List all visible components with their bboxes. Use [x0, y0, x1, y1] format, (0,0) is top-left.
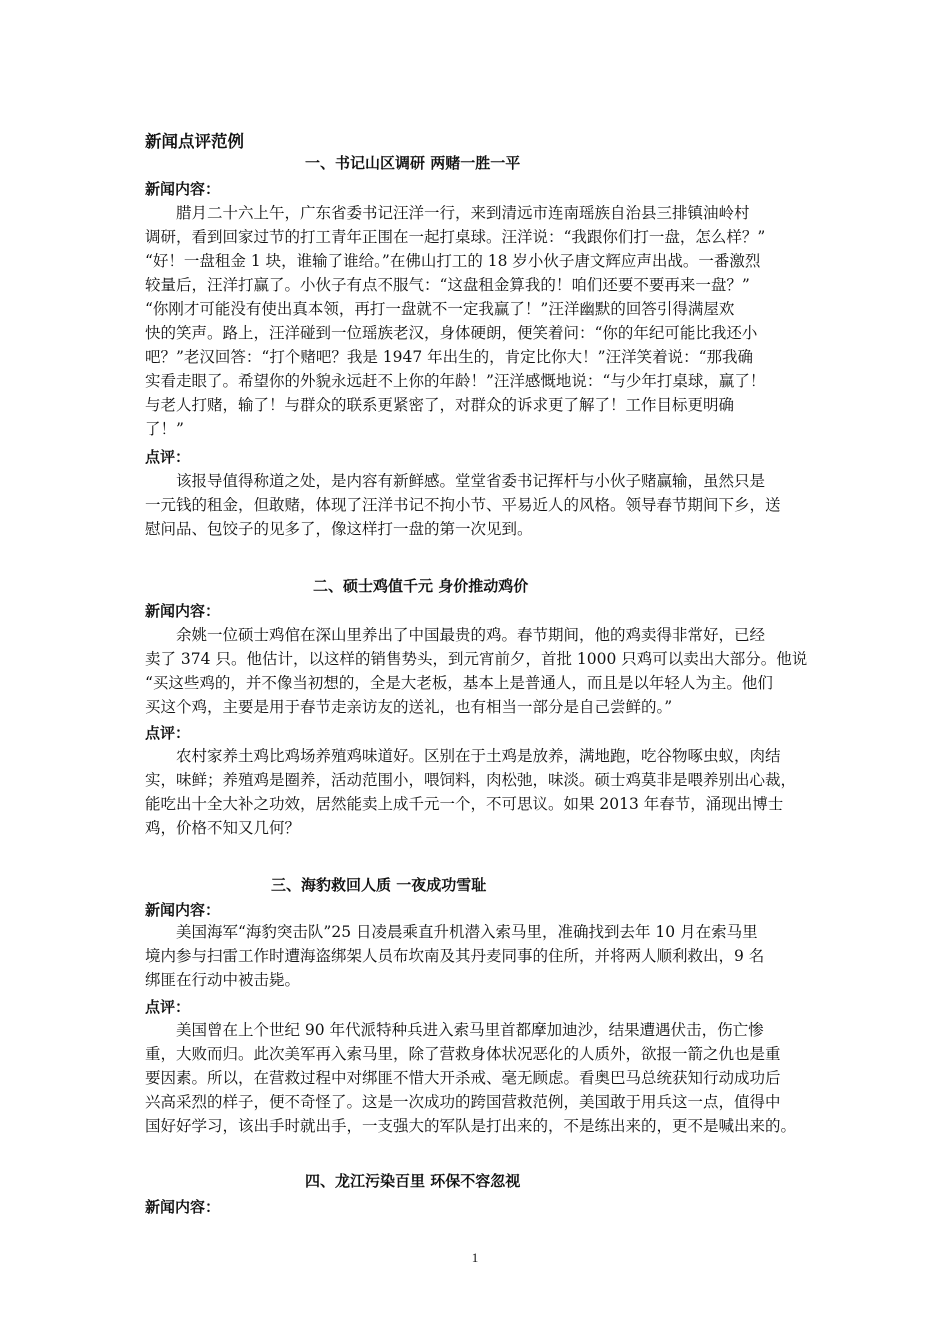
section-1-content-line: 与老人打赌，输了！与群众的联系更紧密了，对群众的诉求更了解了！工作目标更明确	[145, 396, 735, 414]
section-3-comment-line: 兴高采烈的样子，便不奇怪了。这是一次成功的跨国营救范例，美国敢于用兵这一点，值得中	[145, 1093, 781, 1111]
section-3-comment-line: 国好好学习，该出手时就出手，一支强大的军队是打出来的，不是练出来的，更不是喊出来的。	[145, 1117, 797, 1135]
section-1-content-line: 腊月二十六上午，广东省委书记汪洋一行，来到清远市连南瑶族自治县三排镇油岭村	[145, 204, 750, 222]
section-2-content-label: 新闻内容：	[145, 602, 221, 620]
section-3-content-line: 境内参与扫雷工作时遭海盗绑架人员布坎南及其丹麦同事的住所，并将两人顺利救出，9 名	[145, 947, 765, 965]
section-2-content-line: 卖了 374 只。他估计，以这样的销售势头，到元宵前夕，首批 1000 只鸡可以卖出大部分。他说	[145, 650, 808, 668]
section-3-comment-line: 要因素。所以，在营救过程中对绑匪不惜大开杀戒、毫无顾虑。看奥巴马总统获知行动成功后	[145, 1069, 781, 1087]
section-2-content-line: 余姚一位硕士鸡倌在深山里养出了中国最贵的鸡。春节期间，他的鸡卖得非常好，已经	[145, 626, 766, 644]
section-2-content-line: 买这个鸡，主要是用于春节走亲访友的送礼，也有相当一部分是自己尝鲜的。”	[145, 698, 673, 716]
section-3-comment-line: 重，大败而归。此次美军再入索马里，除了营救身体状况恶化的人质外，欲报一箭之仇也是重	[145, 1045, 781, 1063]
section-1-content-line: 实看走眼了。希望你的外貌永远赶不上你的年龄！”汪洋感慨地说：“与少年打桌球，赢了！	[145, 372, 766, 390]
section-3-content-label: 新闻内容：	[145, 901, 221, 919]
section-1-comment-line: 该报导值得称道之处，是内容有新鲜感。堂堂省委书记挥杆与小伙子赌赢输，虽然只是	[145, 472, 766, 490]
section-1-comment-line: 慰问品、包饺子的见多了，像这样打一盘的第一次见到。	[145, 520, 533, 538]
section-1-content-line: “好！一盘租金 1 块，谁输了谁给。”在佛山打工的 18 岁小伙子唐文辉应声出战。一番激烈	[145, 252, 761, 270]
section-2-comment-line: 能吃出十全大补之功效，居然能卖上成千元一个，不可思议。如果 2013 年春节，涌现出博士	[145, 795, 784, 813]
section-4-title: 四、龙江污染百里 环保不容忽视	[305, 1172, 521, 1190]
section-1-content-line: 较量后，汪洋打赢了。小伙子有点不服气：“这盘租金算我的！咱们还要不要再来一盘？”	[145, 276, 750, 294]
section-3-content-line: 绑匪在行动中被击毙。	[145, 971, 301, 989]
section-1-content-line: 了！”	[145, 420, 184, 438]
section-2-comment-line: 实，味鲜；养殖鸡是圈养，活动范围小，喂饲料，肉松弛，味淡。硕士鸡莫非是喂养别出心裁，	[145, 771, 797, 789]
section-2-comment-line: 农村家养土鸡比鸡场养殖鸡味道好。区别在于土鸡是放养，满地跑，吃谷物啄虫蚁，肉结	[145, 747, 781, 765]
section-3-comment-line: 美国曾在上个世纪 90 年代派特种兵进入索马里首都摩加迪沙，结果遭遇伏击，伤亡惨	[145, 1021, 764, 1039]
section-2-comment-line: 鸡，价格不知又几何？	[145, 819, 301, 837]
section-1-content-label: 新闻内容：	[145, 180, 221, 198]
section-1-content-line: 调研，看到回家过节的打工青年正围在一起打桌球。汪洋说：“我跟你们打一盘，怎么样？”	[145, 228, 766, 246]
section-2-content-line: “买这些鸡的，并不像当初想的，全是大老板，基本上是普通人，而且是以年轻人为主。他们	[145, 674, 773, 692]
document-title: 新闻点评范例	[145, 132, 244, 151]
section-3-comment-label: 点评：	[145, 998, 191, 1016]
section-3-content-line: 美国海军“海豹突击队”25 日凌晨乘直升机潜入索马里，准确找到去年 10 月在索马里	[145, 923, 758, 941]
section-1-content-line: 快的笑声。路上，汪洋碰到一位瑶族老汉，身体硬朗，便笑着问：“你的年纪可能比我还小	[145, 324, 758, 342]
section-2-title: 二、硕士鸡值千元 身价推动鸡价	[313, 577, 529, 595]
section-1-title: 一、书记山区调研 两赌一胜一平	[305, 154, 521, 172]
page-number: 1	[471, 1250, 479, 1265]
section-3-title: 三、海豹救回人质 一夜成功雪耻	[271, 876, 487, 894]
section-1-comment-line: 一元钱的租金，但敢赌，体现了汪洋书记不拘小节、平易近人的风格。领导春节期间下乡，送	[145, 496, 781, 514]
section-4-content-label: 新闻内容：	[145, 1198, 221, 1216]
section-1-content-line: “你刚才可能没有使出真本领，再打一盘就不一定我赢了！”汪洋幽默的回答引得满屋欢	[145, 300, 735, 318]
section-1-content-line: 吧？”老汉回答：“打个赌吧？我是 1947 年出生的，肯定比你大！”汪洋笑着说：“那我确	[145, 348, 753, 366]
section-2-comment-label: 点评：	[145, 724, 191, 742]
section-1-comment-label: 点评：	[145, 448, 191, 466]
